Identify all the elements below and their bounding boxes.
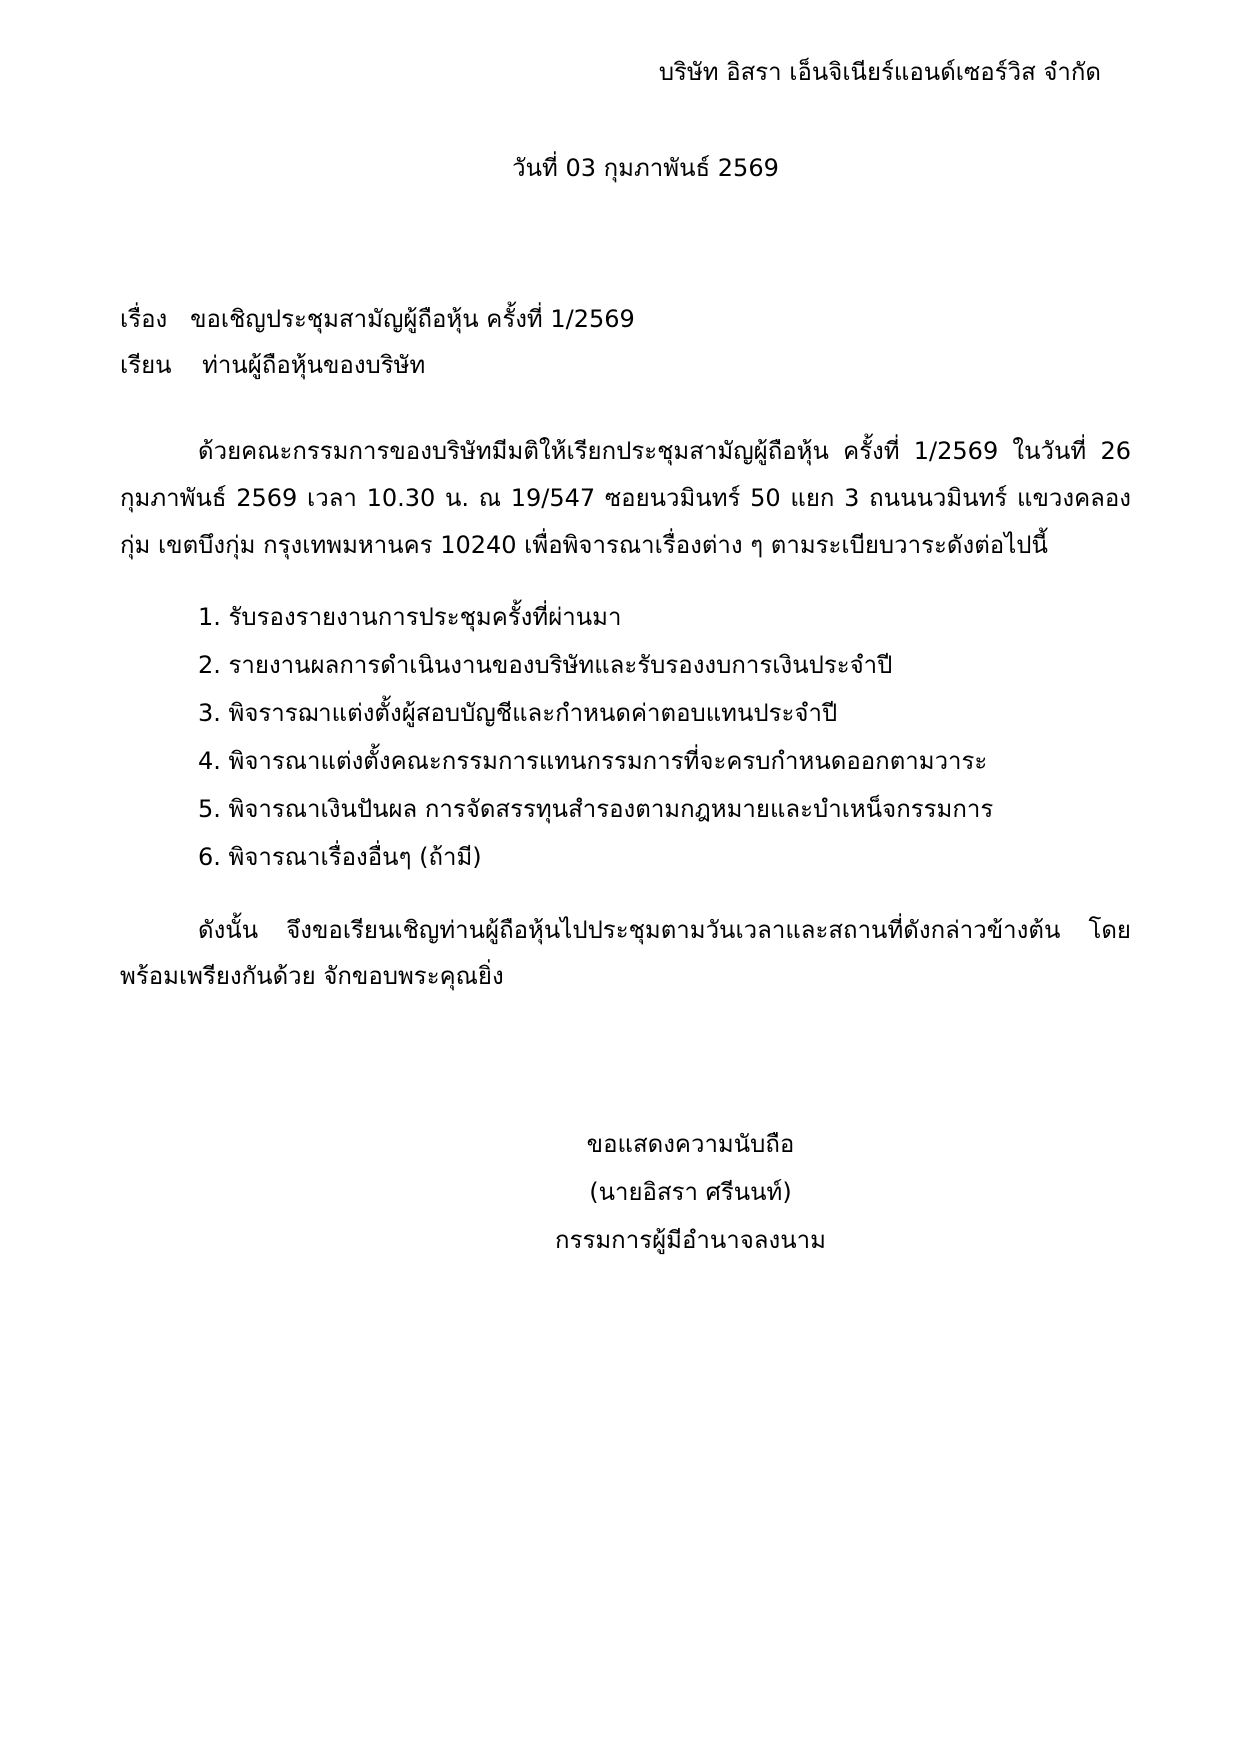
- agenda-item: 3. พิจรารฌาแต่งตั้งผู้สอบบัญชีและกำหนดค่าตอบแทนประจำปี: [198, 698, 838, 727]
- subject-block: [120, 297, 1131, 388]
- signature-block: [120, 1120, 1131, 1264]
- signature-title: กรรมการผู้มีอำนาจลงนาม: [555, 1226, 826, 1255]
- agenda-item: 4. พิจารณาแต่งตั้งคณะกรรมการแทนกรรมการที่จะครบกำหนดออกตามวาระ: [198, 746, 988, 775]
- agenda-item: 5. พิจารณาเงินปันผล การจัดสรรทุนสำรองตามกฎหมายและบำเหน็จกรรมการ: [198, 794, 994, 823]
- closing-paragraph-text: ดังนั้น จึงขอเรียนเชิญท่านผู้ถือหุ้นไปประชุมตามวันเวลาและสถานที่ดังกล่าวข้างต้น โดยพร้อมเพรียงกันด้วย จักขอบพระคุณยิ่ง: [120, 915, 1131, 991]
- agenda-item: 2. รายงานผลการดำเนินงานของบริษัทและรับรองงบการเงินประจำปี: [198, 650, 893, 679]
- closing-block: [120, 907, 1131, 1001]
- document-date: วันที่ 03 กุมภาพันธ์ 2569: [512, 154, 779, 182]
- closing-paragraph: [120, 907, 1131, 1001]
- agenda-item: 6. พิจารณาเรื่องอื่นๆ (ถ้ามี): [198, 842, 482, 871]
- subject-line: เรื่อง ขอเชิญประชุมสามัญผู้ถือหุ้น ครั้งที่ 1/2569: [120, 305, 635, 333]
- signature-name: (นายอิสรา ศรีนนท์): [589, 1178, 792, 1207]
- signature-salutation: ขอแสดงความนับถือ: [586, 1130, 795, 1159]
- intro-paragraph-text: ด้วยคณะกรรมการของบริษัทมีมติให้เรียกประชุมสามัญผู้ถือหุ้น ครั้งที่ 1/2569 ในวันที่ 26 กุมภาพันธ์ 2569 เวลา 10.30 น. ณ 19/547 ซอยนวมินทร์ 50 แยก 3 ถนนนวมินทร์ แขวงคลองกุ่ม เขตบึงกุ่ม กรุงเทพมหานคร 10240 เพื่อพิจารณาเรื่องต่าง ๆ ตามระเบียบวาระดังต่อไปนี้: [120, 437, 1131, 559]
- agenda-item: 1. รับรองรายงานการประชุมครั้งที่ผ่านมา: [198, 602, 622, 631]
- intro-paragraph: [120, 428, 1131, 568]
- body-block: [120, 428, 1131, 1000]
- company-header: บริษัท อิสรา เอ็นจิเนียร์แอนด์เซอร์วิส จำกัด: [658, 58, 1101, 86]
- attention-line: เรียน ท่านผู้ถือหุ้นของบริษัท: [120, 350, 426, 379]
- agenda-list: [120, 593, 1131, 881]
